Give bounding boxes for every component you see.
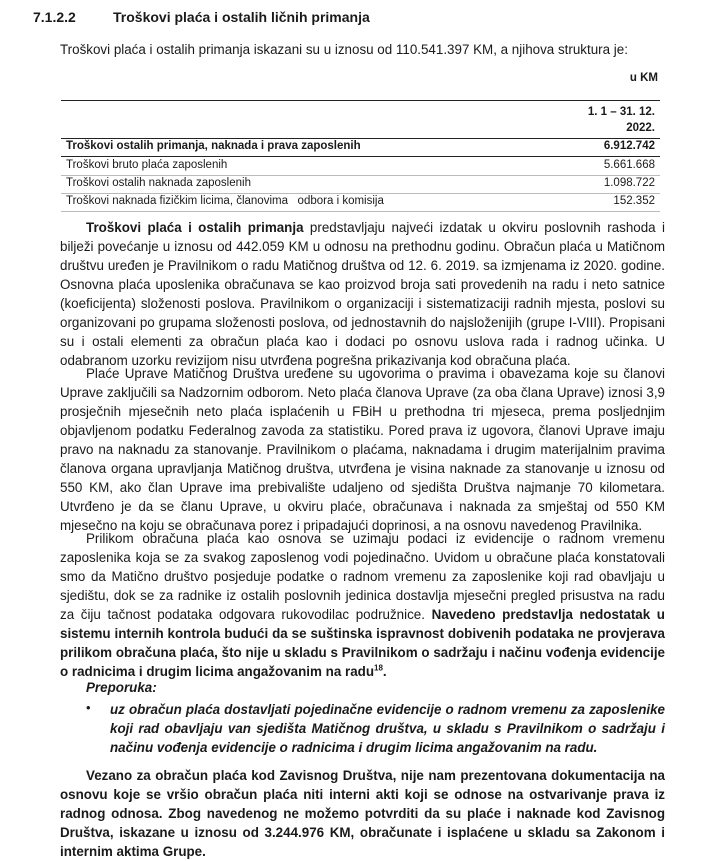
row-label: Troškovi naknada fizičkim licima, članovima odbora i komisija [66,195,384,207]
section-heading [33,9,370,25]
paragraph-costs [60,218,665,370]
row-label: Troškovi ostalih naknada zaposlenih [66,177,251,189]
paragraph-time-records: Prilikom obračuna plaća kao osnova se uzimaju podaci iz evidencije o radnom vremenu zaposlenika koja se za svakog zaposlenog vodi pojedinačno. Uvidom u obračune plaća konstatovali smo da Matično društvo posjeduje podatke o radnom vremenu za zaposlenike koji rad obavljaju u sjedištu, dok se za radnike iz ostalih poslovnih jedinica dostavlja mjesečni pregled prisustva na radu za čiju tačnost podataka odgovara rukovodilac podružnice. Navedeno predstavlja nedostatak u sistemu internih kontrola budući da se suštinska ispravnost dobivenih podataka ne provjerava prilikom obračuna plaća, što nije u skladu s Pravilnikom o sadržaju i načinu vođenja evidencije o radnicima i drugim licima angažovanim na radu$^{18}$. [60,531,665,679]
table-row [61,193,660,212]
row-value: 1.098.722 [603,177,655,189]
intro-paragraph: Troškovi plaća i ostalih primanja iskazani su u iznosu od 110.541.397 KM, a njihova struktura je: [60,42,628,57]
table-unit: u KM [629,72,658,84]
paragraph-text: predstavljaju najveći izdatak u okviru poslovnih rashoda i bilježi povećanje u iznosu od 442.059 KM u odnosu na prethodnu godinu. Obračun plaća u Matičnom društvu uređen je Pravilnikom o radu Matičnog društva od 12. 6. 2019. sa izmjenama iz 2020. godine. Osnovna plaća uposlenika obračunava se kao proizvod broja sati provedenih na radu i neto satnice (koeficijenta) složenosti poslova. Pravilnikom o organizaciji i sistematizaciji radnih mjesta, poslovi su organizovani po grupama složenosti poslova, od jednostavnih do najsloženijih (grupe I-VIII). Propisani su i ostali elementi za obračun plaća kao i dodaci po osnovu uslova rada i radnog učinka. U odabranom uzorku revizijom nisu utvrđena pogrešna prikazivanja kod obračuna plaća. [60,220,665,368]
bullet-icon: • [86,700,91,715]
section-title: Troškovi plaća i ostalih ličnih primanja [113,9,370,25]
row-label: Troškovi ostalih primanja, naknada i prava zaposlenih [66,140,361,152]
row-value: 152.352 [613,195,655,207]
recommendation-heading: Preporuka: [86,680,157,695]
table-row-total [61,138,660,157]
paragraph-text: Plaće Uprave Matičnog Društva uređene su ugovorima o pravima i obavezama koje su članovi Uprave zaključili sa Nadzornim odborom. Neto plaća članova Uprave (za oba člana Uprave) iznosi 3,9 prosječnih mjesečnih neto plaća isplaćenih u FBiH u prethodna tri mjeseca, prema posljednjim objavljenom podatku Federalnog zavoda za statistiku. Pored prava iz ugovora, članovi Uprave imaju pravo na naknadu za stanovanje. Pravilnikom o plaćama, naknadama i drugim materijalnim pravima članova organa upravljanja Matičnog društva, utvrđena je visina naknade za stanovanje u iznosu od 550 KM, ako član Uprave ima prebivalište udaljeno od sjedišta Društva najmanje 70 kilometara. Utvrđeno je da se članu Uprave, u okviru plaće, obračunava i naknada za smještaj od 550 KM mjesečno na koju se obračunava porez i pripadajući doprinosi, a na osnovu navedenog Pravilnika. [60,366,665,533]
row-label: Troškovi bruto plaća zaposlenih [66,159,228,171]
section-number: 7.1.2.2 [33,9,76,25]
row-value: 6.912.742 [603,140,655,152]
paragraph-bold-lead: Troškovi plaća i ostalih primanja [86,220,304,235]
table-row [61,157,660,176]
table-period-header: 1. 1 – 31. 12. 2022. [587,106,655,134]
table-row [61,175,660,194]
paragraph-finding: Navedeno predstavlja nedostatak u sistemu internih kontrola budući da se suštinska ispravnost dobivenih podataka ne provjerava prilikom obračuna plaća, što nije u skladu s Pravilnikom o sadržaju i načinu vođenja evidencije o radnicima i drugim licima angažovanim na radu [60,607,665,679]
footnote-reference[interactable]: 18 [374,663,383,673]
paragraph-text: Vezano za obračun plaća kod Zavisnog Društva, nije nam prezentovana dokumentacija na osnovu koje se vršio obračun plaća niti interni akti koji se odnose na ostvarivanje prava iz radnog odnosa. Zbog navedenog ne možemo potvrditi da su plaće i naknade kod Zavisnog Društva, iskazane u iznosu od 3.244.976 KM, obračunate i isplaćene u skladu sa Zakonom i internim aktima Grupe. [60,768,665,859]
table-top-rule [61,100,660,101]
recommendation-text: uz obračun plaća dostavljati pojedinačne evidencije o radnom vremenu za zaposlenike koji rad obavljaju van sjedišta Matičnog društva, u skladu s Pravilnikom o sadržaju i načinu vođenja evidencije o radnicima i drugim licima angažovanim na radu. [110,702,665,755]
paragraph-subsidiary [60,766,665,861]
paragraph-management-pay [60,364,665,535]
row-value: 5.661.668 [603,159,655,171]
paragraph-text: Prilikom obračuna plaća kao osnova se uzimaju podaci iz evidencije o radnom vremenu zaposlenika koja se za svakog zaposlenog vodi pojedinačno. Uvidom u obračune plaća konstatovali smo da Matično društvo posjeduje podatke o radnom vremenu za zaposlenike koji rad obavljaju u sjedištu, dok se za radnike iz ostalih poslovnih jedinica dostavlja mjesečni pregled prisustva na radu za čiju tačnost podataka odgovara rukovodilac podružnice. [60,531,665,622]
